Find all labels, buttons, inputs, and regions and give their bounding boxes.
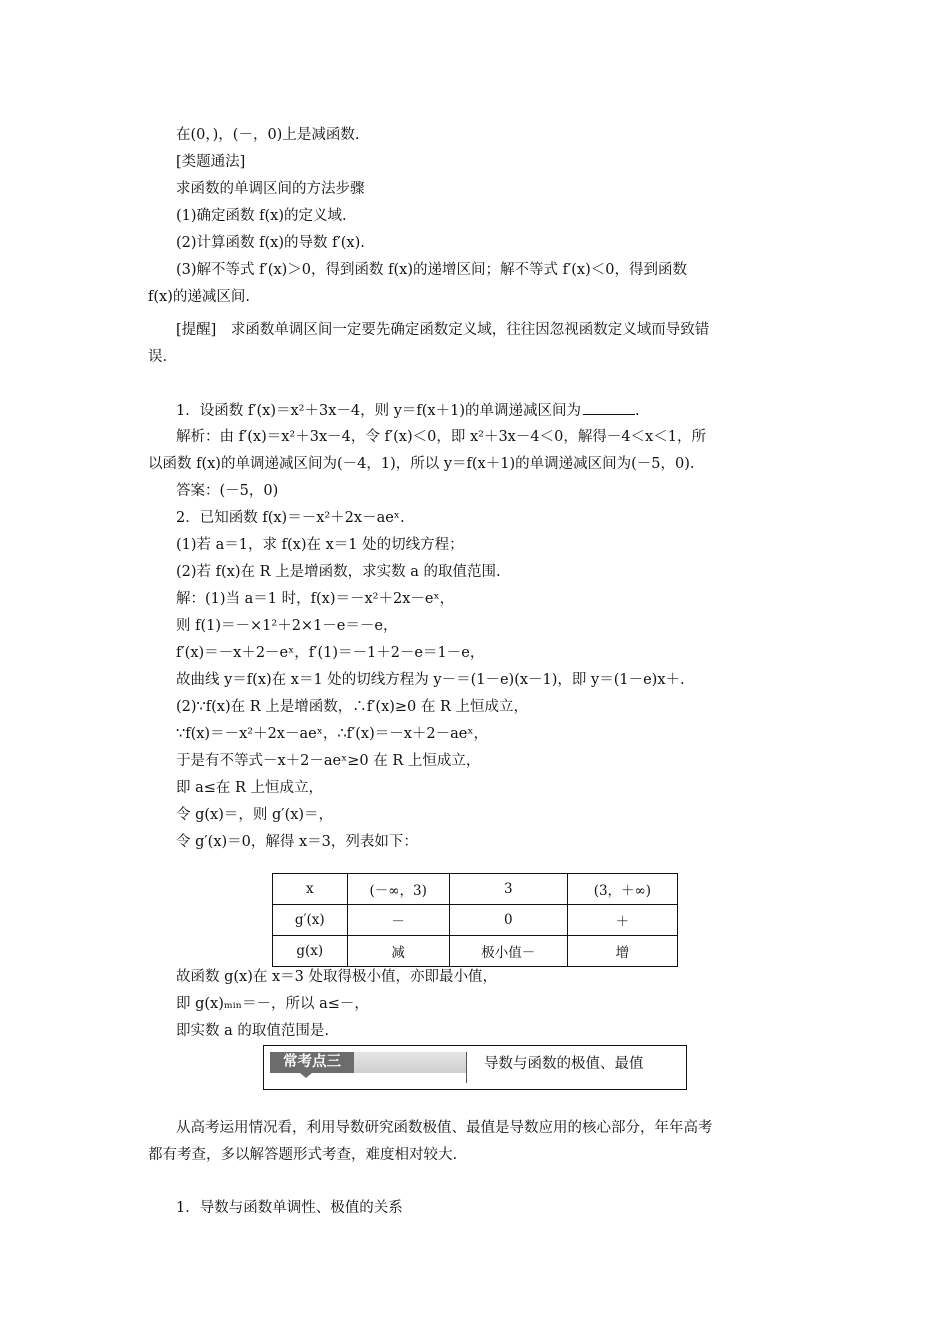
text-line-content: 以函数 f(x)的单调递减区间为(－4，1)，所以 y＝f(x＋1)的单调递减区间为(－5，0). [148, 456, 695, 472]
text-line-content: 故曲线 y＝f(x)在 x＝1 处的切线方程为 y－＝(1－e)(x－1)，即 y＝(1－e)x＋. [176, 672, 685, 688]
text-line-content: 在(0，)，(－，0)上是减函数. [176, 127, 360, 143]
table-cell: (－∞，3) [347, 874, 449, 905]
table-cell: － [347, 905, 449, 936]
text-line [176, 1198, 403, 1218]
text-line-content: 则 f(1)＝－×1²＋2×1－e＝－e， [176, 618, 398, 634]
text-line-content: (2)∵f(x)在 R 上是增函数，∴f′(x)≥0 在 R 上恒成立， [176, 699, 529, 715]
text-line-content: f′(x)＝－x＋2－eˣ，f′(1)＝－1＋2－e＝1－e， [176, 645, 485, 661]
table-cell: 减 [347, 936, 449, 967]
text-line-content: 即 g(x)ₘᵢₙ＝－，所以 a≤－， [176, 996, 369, 1012]
text-line-content: 即实数 a 的取值范围是. [176, 1023, 329, 1039]
table-cell: 增 [567, 936, 677, 967]
text-line [176, 152, 245, 172]
table-cell: g(x) [273, 936, 348, 967]
table-cell: x [273, 874, 348, 905]
table-cell: g′(x) [273, 905, 348, 936]
text-line [176, 233, 365, 253]
text-line [176, 751, 480, 771]
text-line [176, 643, 484, 663]
text-line-content: 1．导数与函数单调性、极值的关系 [176, 1200, 403, 1216]
table-row [273, 936, 678, 967]
section-heading-box [263, 1045, 687, 1090]
text-line [176, 206, 347, 226]
table-cell: ＋ [567, 905, 677, 936]
text-line-content: 解：(1)当 a＝1 时，f(x)＝－x²＋2x－eˣ， [176, 591, 455, 607]
text-line [176, 535, 464, 555]
text-line-content: 故函数 g(x)在 x＝3 处取得极小值，亦即最小值， [176, 969, 498, 985]
text-line-content: (2)计算函数 f(x)的导数 f′(x). [176, 235, 365, 251]
text-line-content: 从高考运用情况看，利用导数研究函数极值、最值是导数应用的核心部分，年年高考 [176, 1120, 713, 1136]
text-line [176, 994, 369, 1014]
text-line-content: 都有考查，多以解答题形式考查，难度相对较大. [148, 1147, 458, 1163]
text-line [176, 179, 365, 199]
table-cell: (3，＋∞) [567, 874, 677, 905]
table-cell: 3 [449, 874, 567, 905]
text-line-content: 即 a≤在 R 上恒成立， [176, 780, 324, 796]
section-badge: 常考点三 [270, 1052, 354, 1073]
variation-table [272, 873, 678, 967]
text-line [176, 1118, 713, 1138]
table-row [273, 874, 678, 905]
answer-blank [583, 400, 635, 415]
text-line [176, 967, 497, 987]
text-line-content: (3)解不等式 f′(x)＞0，得到函数 f(x)的递增区间；解不等式 f′(x)＜0，得到函数 [176, 262, 687, 278]
table-cell: 0 [449, 905, 567, 936]
text-line-content: 2．已知函数 f(x)＝－x²＋2x－aeˣ. [176, 510, 405, 526]
text-line-content: 答案：(－5，0) [176, 483, 279, 499]
text-line [176, 670, 685, 690]
text-line-content: f(x)的递减区间. [148, 289, 250, 305]
text-line [176, 427, 706, 447]
text-line [176, 724, 488, 744]
text-line-content: 于是有不等式－x＋2－aeˣ≥0 在 R 上恒成立， [176, 753, 481, 769]
text-line [176, 616, 397, 636]
text-line [148, 347, 167, 367]
text-line [176, 778, 323, 798]
table-row [273, 905, 678, 936]
section-badge-pointer [300, 1073, 312, 1078]
text-line-content: (2)若 f(x)在 R 上是增函数，求实数 a 的取值范围. [176, 564, 501, 580]
text-line-content: 求函数的单调区间的方法步骤 [176, 181, 365, 197]
text-line [148, 1145, 457, 1165]
text-line: 1．设函数 f′(x)＝x²＋3x－4，则 y＝f(x＋1)的单调递减区间为 . [176, 400, 640, 421]
text-line-content: 误. [148, 349, 168, 365]
text-line [176, 697, 528, 717]
section-divider [466, 1052, 467, 1083]
text-line-content: [提醒] 求函数单调区间一定要先确定函数定义域，往往因忽视函数定义域而导致错 [176, 322, 710, 338]
text-line-content: 解析：由 f′(x)＝x²＋3x－4，令 f′(x)＜0，即 x²＋3x－4＜0，解得－4＜x＜1，所 [176, 429, 706, 445]
text-line [176, 805, 333, 825]
text-line-content: ∵f(x)＝－x²＋2x－aeˣ，∴f′(x)＝－x＋2－aeˣ， [176, 726, 488, 742]
text-line-content: 令 g(x)＝，则 g′(x)＝， [176, 807, 334, 823]
text-line [176, 1021, 329, 1041]
text-line-content: 令 g′(x)＝0，解得 x＝3，列表如下： [176, 834, 418, 850]
text-line-content: 1．设函数 f′(x)＝x²＋3x－4，则 y＝f(x＋1)的单调递减区间为 [176, 403, 581, 419]
text-line-content: (1)确定函数 f(x)的定义域. [176, 208, 347, 224]
section-title: 导数与函数的极值、最值 [484, 1056, 644, 1072]
text-line [176, 562, 501, 582]
text-line-content: (1)若 a＝1，求 f(x)在 x＝1 处的切线方程； [176, 537, 464, 553]
text-line [176, 832, 418, 852]
section-tag-bar [270, 1052, 466, 1073]
text-line [176, 481, 278, 501]
table-cell: 极小值－ [449, 936, 567, 967]
text-line-content: [类题通法] [176, 154, 246, 170]
text-line [176, 589, 454, 609]
text-line [176, 125, 359, 145]
text-line [176, 320, 709, 340]
text-line [148, 287, 250, 307]
text-line [148, 454, 695, 474]
text-line [176, 260, 687, 280]
text-line [176, 508, 405, 528]
